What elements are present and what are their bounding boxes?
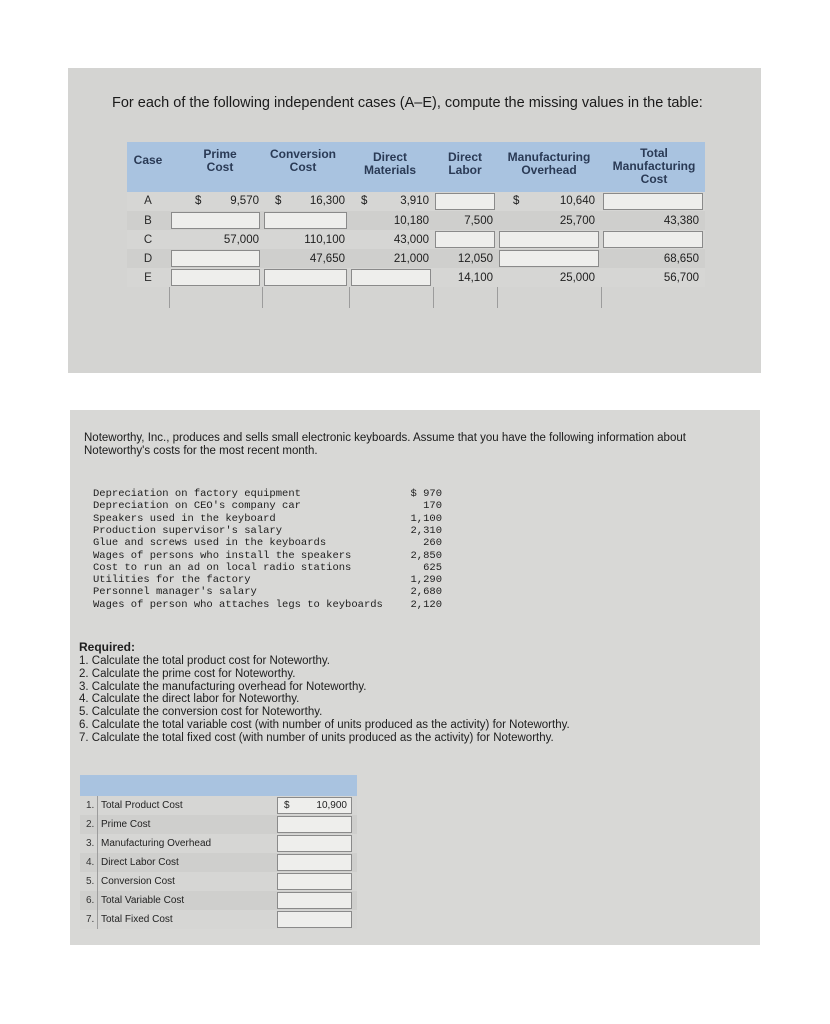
cell-labor-d: 12,050	[457, 253, 493, 265]
cost-item-label: Utilities for the factory	[93, 574, 251, 587]
cell-overhead-b: 25,700	[559, 215, 595, 227]
cost-item-label: Depreciation on CEO's company car	[93, 500, 301, 513]
cost-item-value: 2,680	[410, 586, 442, 599]
input-conversion-b[interactable]	[264, 212, 347, 229]
answer-row-label: Manufacturing Overhead	[101, 838, 212, 849]
answer-input[interactable]	[277, 854, 352, 871]
answer-row-number: 6.	[86, 895, 95, 906]
cell-total-d: 68,650	[663, 253, 699, 265]
cell-materials-b: 10,180	[393, 215, 429, 227]
answer-row-label: Total Variable Cost	[101, 895, 185, 906]
cell-prime-a: 9,570	[230, 195, 259, 207]
cell-prime-c: 57,000	[223, 234, 259, 246]
cell-materials-d: 21,000	[393, 253, 429, 265]
cost-item-label: Production supervisor's salary	[93, 524, 283, 537]
case-label: C	[143, 234, 153, 246]
answer-input[interactable]	[277, 816, 352, 833]
cell-total-b: 43,380	[663, 215, 699, 227]
case-label: B	[144, 215, 152, 227]
required-item: 6. Calculate the total variable cost (with number of units produced as the activity) for Noteworthy.	[79, 719, 570, 731]
header-case: Case	[133, 153, 163, 167]
required-item: 5. Calculate the conversion cost for Noteworthy.	[79, 706, 323, 719]
answer-row-label: Conversion Cost	[101, 876, 175, 887]
header-total-manufacturing-cost: Total Manufacturing Cost	[612, 146, 696, 186]
cost-item-value: 1,100	[410, 512, 442, 525]
answer-row-label: Total Product Cost	[101, 800, 183, 811]
answer-row	[80, 891, 357, 910]
input-prime-d[interactable]	[171, 250, 260, 267]
input-total-mfg-a[interactable]	[603, 193, 703, 210]
cell-conversion-c: 110,100	[304, 234, 345, 246]
intro-text: Noteworthy, Inc., produces and sells small electronic keyboards. Assume that you have the following information about Noteworthy's costs for the most recent month.	[84, 432, 686, 457]
answer-row-label: Direct Labor Cost	[101, 857, 179, 868]
answer-row-number: 4.	[86, 857, 95, 868]
answer-input[interactable]	[277, 835, 352, 852]
header-conversion-cost: Conversion Cost	[269, 147, 336, 174]
cost-item-value: 2,310	[410, 524, 442, 537]
cost-item-value: 170	[423, 500, 442, 513]
answer-row-label: Total Fixed Cost	[101, 914, 173, 925]
answer-row-number: 2.	[86, 819, 95, 830]
input-direct-labor-c[interactable]	[435, 231, 495, 248]
answer-row-number: 5.	[86, 876, 95, 887]
input-prime-b[interactable]	[171, 212, 260, 229]
cost-item-value: 2,120	[410, 598, 442, 611]
cell-labor-e: 14,100	[457, 272, 493, 284]
answer-input[interactable]	[277, 892, 352, 909]
case-label: D	[143, 253, 153, 265]
answer-row-number: 3.	[86, 838, 95, 849]
input-direct-labor-a[interactable]	[435, 193, 495, 210]
cell-overhead-a: 10,640	[559, 195, 595, 207]
cell-labor-b: 7,500	[464, 215, 493, 227]
cost-item-label: Depreciation on factory equipment	[93, 488, 301, 500]
input-overhead-c[interactable]	[499, 231, 599, 248]
cost-item-label: Speakers used in the keyboard	[93, 512, 276, 525]
currency-sign: $	[513, 195, 520, 207]
answer-row-number: 7.	[86, 914, 95, 925]
cost-item-label: Wages of person who attaches legs to keyboards	[93, 598, 383, 611]
cell-total-e: 56,700	[663, 272, 699, 284]
cost-item-value: 2,850	[410, 549, 442, 562]
cases-title: For each of the following independent cases (A–E), compute the missing values in the table:	[112, 95, 703, 111]
answer-row-label: Prime Cost	[101, 819, 151, 830]
answer-value: 10,900	[316, 800, 347, 811]
answer-row	[80, 796, 357, 815]
header-manufacturing-overhead: Manufacturing Overhead	[507, 150, 591, 177]
header-direct-materials: Direct Materials	[363, 150, 417, 177]
answer-table-header	[80, 775, 357, 796]
answer-input[interactable]	[277, 911, 352, 928]
cost-item-value: 260	[423, 537, 442, 550]
required-item: 2. Calculate the prime cost for Noteworthy.	[79, 667, 296, 680]
required-title: Required:	[79, 640, 136, 654]
cost-item-label: Cost to run an ad on local radio stations	[93, 561, 352, 574]
cell-materials-c: 43,000	[393, 234, 429, 246]
answer-row	[80, 853, 357, 872]
cost-item-value: $ 970	[410, 488, 442, 500]
currency-sign: $	[275, 195, 282, 207]
currency-sign: $	[195, 195, 202, 207]
cost-item-value: 625	[423, 561, 442, 574]
case-label: A	[144, 195, 152, 207]
cell-conversion-d: 47,650	[309, 253, 345, 265]
answer-row	[80, 872, 357, 891]
required-item: 1. Calculate the total product cost for Noteworthy.	[79, 655, 330, 667]
answer-input[interactable]	[277, 797, 352, 814]
cell-materials-a: 3,910	[400, 195, 429, 207]
cost-item-label: Personnel manager's salary	[93, 586, 257, 599]
answer-row	[80, 815, 357, 834]
header-direct-labor: Direct Labor	[447, 150, 482, 177]
header-prime-cost: Prime Cost	[203, 147, 237, 174]
cost-item-label: Glue and screws used in the keyboards	[93, 537, 327, 550]
required-item: 7. Calculate the total fixed cost (with number of units produced as the activity) for Noteworthy.	[79, 731, 554, 744]
cost-item-label: Wages of persons who install the speakers	[93, 549, 352, 562]
input-conversion-e[interactable]	[264, 269, 347, 286]
answer-row	[80, 910, 357, 929]
cell-conversion-a: 16,300	[309, 195, 345, 207]
cost-item-value: 1,290	[410, 574, 442, 587]
answer-input[interactable]	[277, 873, 352, 890]
currency-sign: $	[361, 195, 368, 207]
input-materials-e[interactable]	[351, 269, 431, 286]
input-total-mfg-c[interactable]	[603, 231, 703, 248]
required-item: 4. Calculate the direct labor for Noteworthy.	[79, 693, 300, 706]
answer-row-number: 1.	[86, 800, 95, 811]
cases-table	[127, 142, 705, 308]
answer-row	[80, 834, 357, 853]
case-label: E	[144, 272, 152, 284]
input-overhead-d[interactable]	[499, 250, 599, 267]
required-item: 3. Calculate the manufacturing overhead for Noteworthy.	[79, 680, 367, 693]
cell-overhead-e: 25,000	[559, 272, 595, 284]
input-prime-e[interactable]	[171, 269, 260, 286]
answer-currency: $	[284, 800, 290, 811]
